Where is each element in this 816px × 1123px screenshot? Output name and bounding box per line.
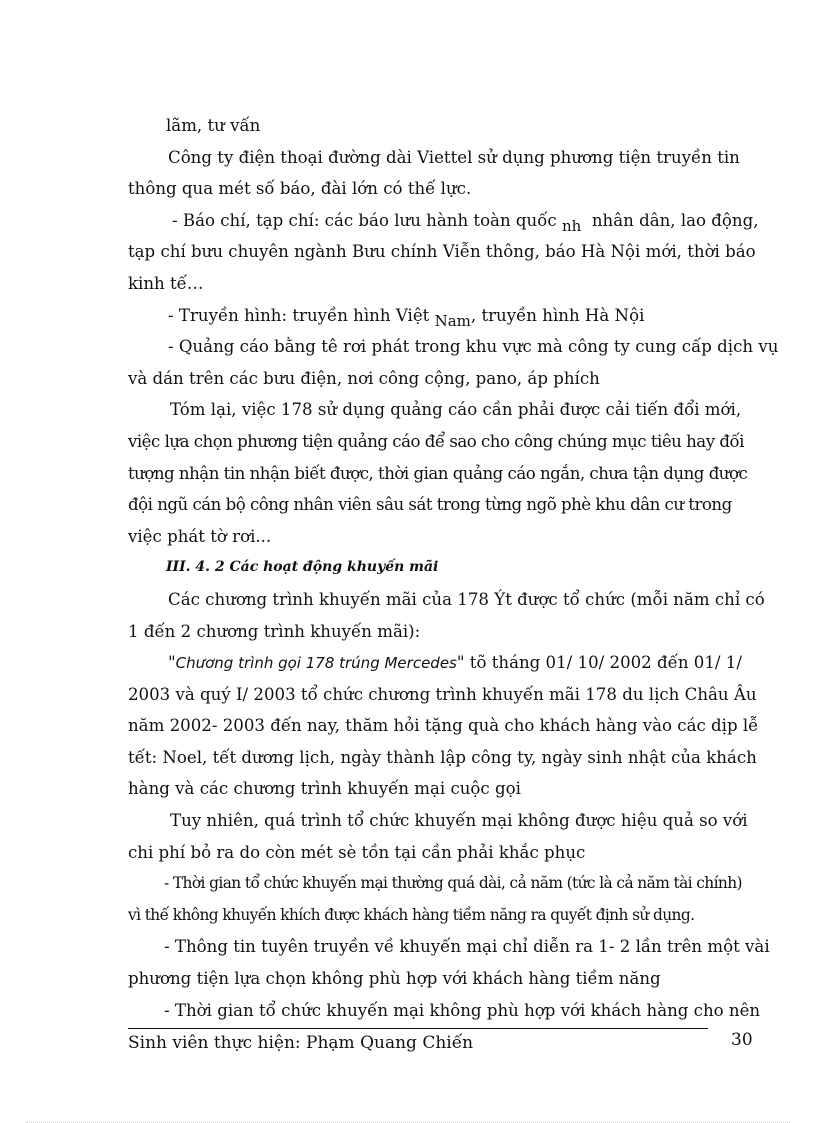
text-line: năm 2002- 2003 đến nay, thăm hỏi tặng quà cho khách hàng vào các dịp lễ — [128, 716, 759, 736]
text-line: thông qua mét số báo, đài lớn có thế lực. — [128, 179, 472, 199]
program-name: Chương trình gọi 178 trúng Mercedes — [175, 654, 457, 673]
text-line: chi phí bỏ ra do còn mét sè tồn tại cần phải khắc phục — [128, 842, 586, 862]
text-line: Công ty điện thoại đường dài Viettel sử dụng phương tiện truyền tin — [168, 147, 740, 167]
section-heading: III. 4. 2 Các hoạt động khuyến mãi — [166, 559, 439, 576]
page-number: 30 — [731, 1030, 753, 1050]
text-line: 1 đến 2 chương trình khuyến mãi): — [128, 621, 421, 641]
text-line: hàng và các chương trình khuyến mại cuộc gọi — [128, 779, 521, 799]
footer-author: Sinh viên thực hiện: Phạm Quang Chiến — [128, 1033, 474, 1053]
text-line: tết: Noel, tết dương lịch, ngày thành lập công ty, ngày sinh nhật của khách — [128, 747, 757, 767]
text-line: việc phát tờ rơi... — [128, 526, 272, 546]
text-line: - Thời gian tổ chức khuyến mại thường quá dài, cả năm (tức là cả năm tài chính) — [164, 874, 742, 893]
text-line: phương tiện lựa chọn không phù hợp với khách hàng tiềm năng — [128, 969, 661, 989]
text-line: vì thế không khuyến khích được khách hàng tiềm năng ra quyết định sử dụng. — [128, 905, 695, 924]
text-line: đội ngũ cán bộ công nhân viên sâu sát trong từng ngõ phè khu dân cư trong — [128, 495, 732, 515]
text-line: - Báo chí, tạp chí: các báo lưu hành toàn quốc nh nhân dân, lao động, — [172, 210, 759, 235]
text-line: "Chương trình gọi 178 trúng Mercedes" tõ tháng 01/ 10/ 2002 đến 01/ 1/ — [168, 653, 742, 673]
body-text — [128, 110, 779, 1026]
text-line: tạp chí bưu chuyên ngành Bưu chính Viễn thông, báo Hà Nội mới, thời báo — [128, 242, 756, 262]
text-line: việc lựa chọn phương tiện quảng cáo để sao cho công chúng mục tiêu hay đối — [128, 431, 744, 451]
text-line: - Truyền hình: truyền hình Việt Nam, truyền hình Hà Nội — [168, 305, 645, 330]
footer-divider — [128, 1028, 708, 1029]
text-line: Các chương trình khuyến mãi của 178 Ýt được tổ chức (mỗi năm chỉ có — [168, 589, 765, 609]
text-line: - Quảng cáo bằng tê rơi phát trong khu vực mà công ty cung cấp dịch vụ — [168, 337, 779, 357]
text-line: lãm, tư vấn — [166, 116, 261, 135]
text-line: Tóm lại, việc 178 sử dụng quảng cáo cần phải được cải tiến đổi mới, — [170, 400, 742, 420]
text-line: và dán trên các bưu điện, nơi công cộng, pano, áp phích — [128, 368, 600, 388]
text-line: Tuy nhiên, quá trình tổ chức khuyến mại không được hiệu quả so với — [170, 811, 748, 831]
text-line: 2003 và quý I/ 2003 tổ chức chương trình khuyến mãi 178 du lịch Châu Âu — [128, 684, 757, 704]
text-line: - Thời gian tổ chức khuyến mại không phù hợp với khách hàng cho nên — [164, 1000, 761, 1020]
text-line: tượng nhận tin nhận biết được, thời gian quảng cáo ngắn, chưa tận dụng được — [128, 463, 748, 483]
text-line: - Thông tin tuyên truyền về khuyến mại chỉ diễn ra 1- 2 lần trên một vài — [164, 937, 770, 957]
text-line: kinh tế… — [128, 273, 204, 293]
